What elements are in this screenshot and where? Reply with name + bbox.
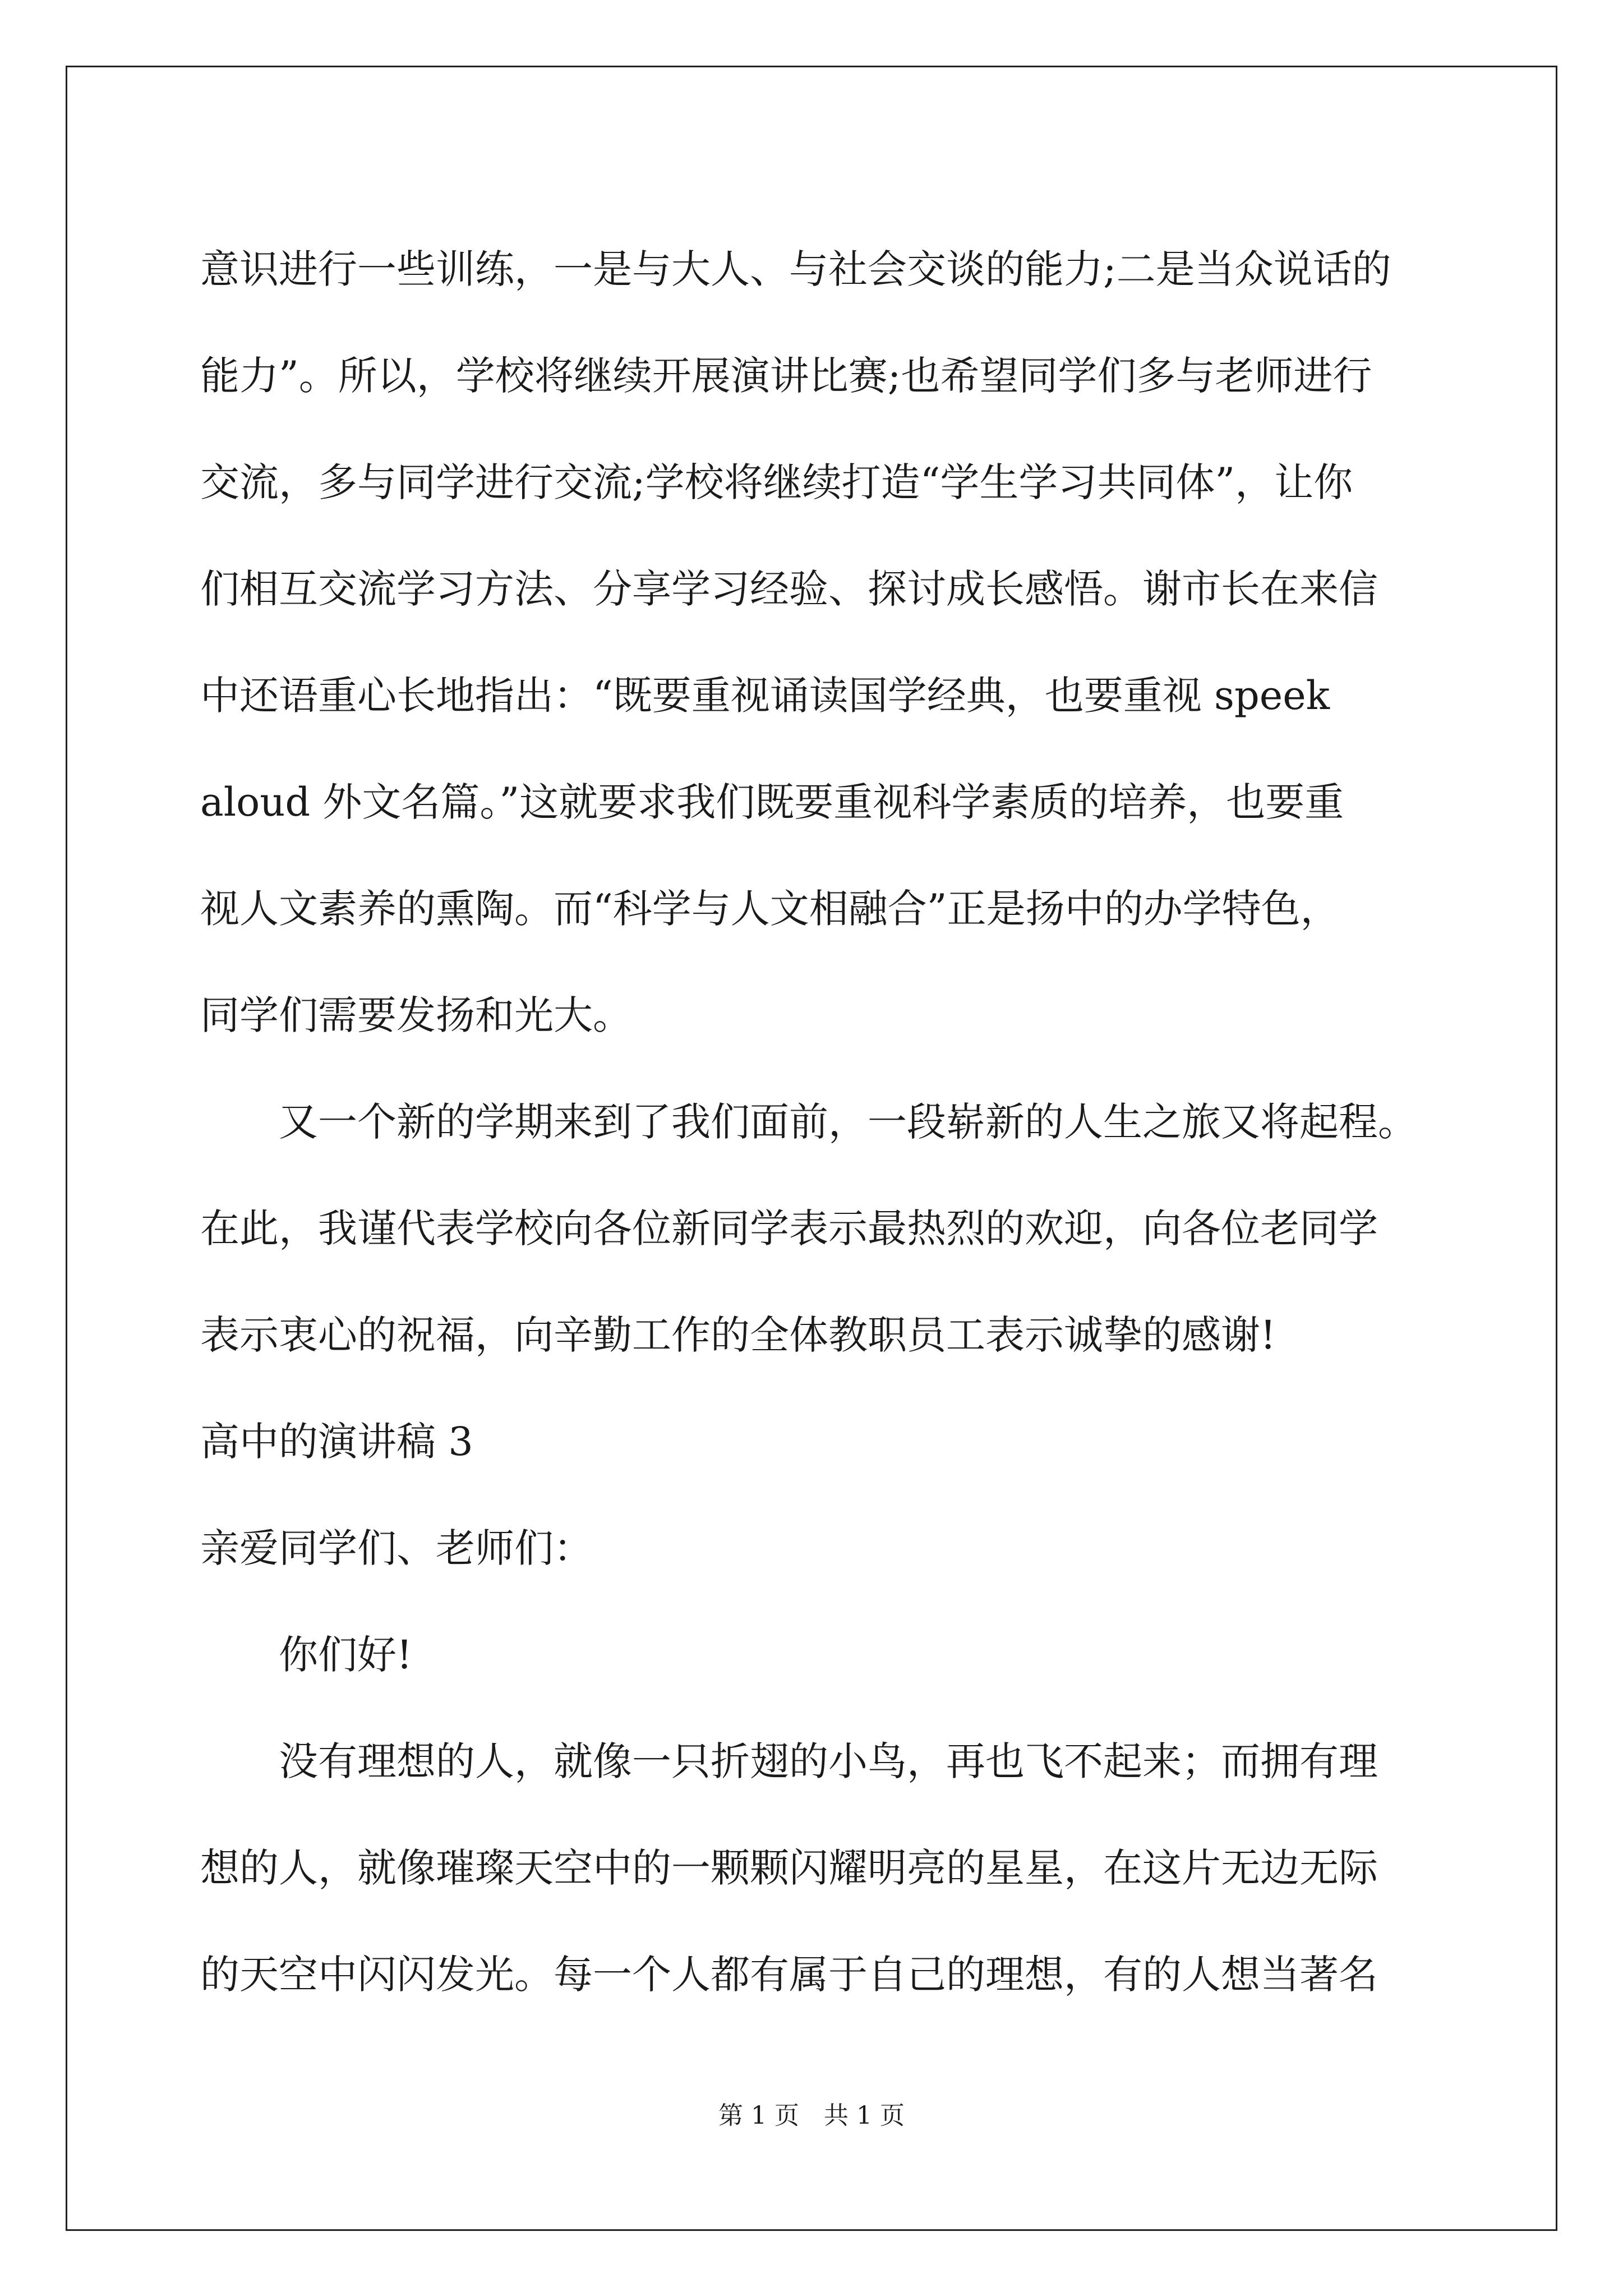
greeting: 你们好! xyxy=(279,1632,413,1678)
text-line: 想的人，就像璀璨天空中的一颗颗闪耀明亮的星星，在这片无边无际 xyxy=(200,1845,1378,1891)
paragraph-start: 没有理想的人，就像一只折翅的小鸟，再也飞不起来；而拥有理 xyxy=(279,1738,1378,1784)
text-line: 们相互交流学习方法、分享学习经验、探讨成长感悟。谢市长在来信 xyxy=(200,566,1378,612)
text-line: aloud 外文名篇。”这就要求我们既要重视科学素质的培养，也要重 xyxy=(200,779,1344,825)
text-line: 在此，我谨代表学校向各位新同学表示最热烈的欢迎，向各位老同学 xyxy=(200,1205,1378,1251)
text-line: 的天空中闪闪发光。每一个人都有属于自己的理想，有的人想当著名 xyxy=(200,1952,1378,1998)
text-line: 中还语重心长地指出：“既要重视诵读国学经典，也要重视 speek xyxy=(200,673,1330,719)
page-footer: 第 1 页 共 1 页 xyxy=(718,2101,905,2130)
text-line: 视人文素养的熏陶。而“科学与人文相融合”正是扬中的办学特色， xyxy=(200,886,1340,932)
text-line: 交流，多与同学进行交流;学校将继续打造“学生学习共同体”，让你 xyxy=(200,459,1353,505)
document-body xyxy=(200,216,1423,2028)
text-line: 同学们需要发扬和光大。 xyxy=(200,992,632,1038)
text-line: 能力”。所以，学校将继续开展演讲比赛;也希望同学们多与老师进行 xyxy=(200,353,1372,399)
section-title: 高中的演讲稿 3 xyxy=(200,1419,473,1465)
salutation: 亲爱同学们、老师们： xyxy=(200,1525,593,1571)
text-line: 意识进行一些训练，一是与大人、与社会交谈的能力;二是当众说话的 xyxy=(200,246,1391,292)
paragraph-start: 又一个新的学期来到了我们面前，一段崭新的人生之旅又将起程。 xyxy=(279,1099,1417,1145)
text-line: 表示衷心的祝福，向辛勤工作的全体教职员工表示诚挚的感谢! xyxy=(200,1312,1276,1358)
